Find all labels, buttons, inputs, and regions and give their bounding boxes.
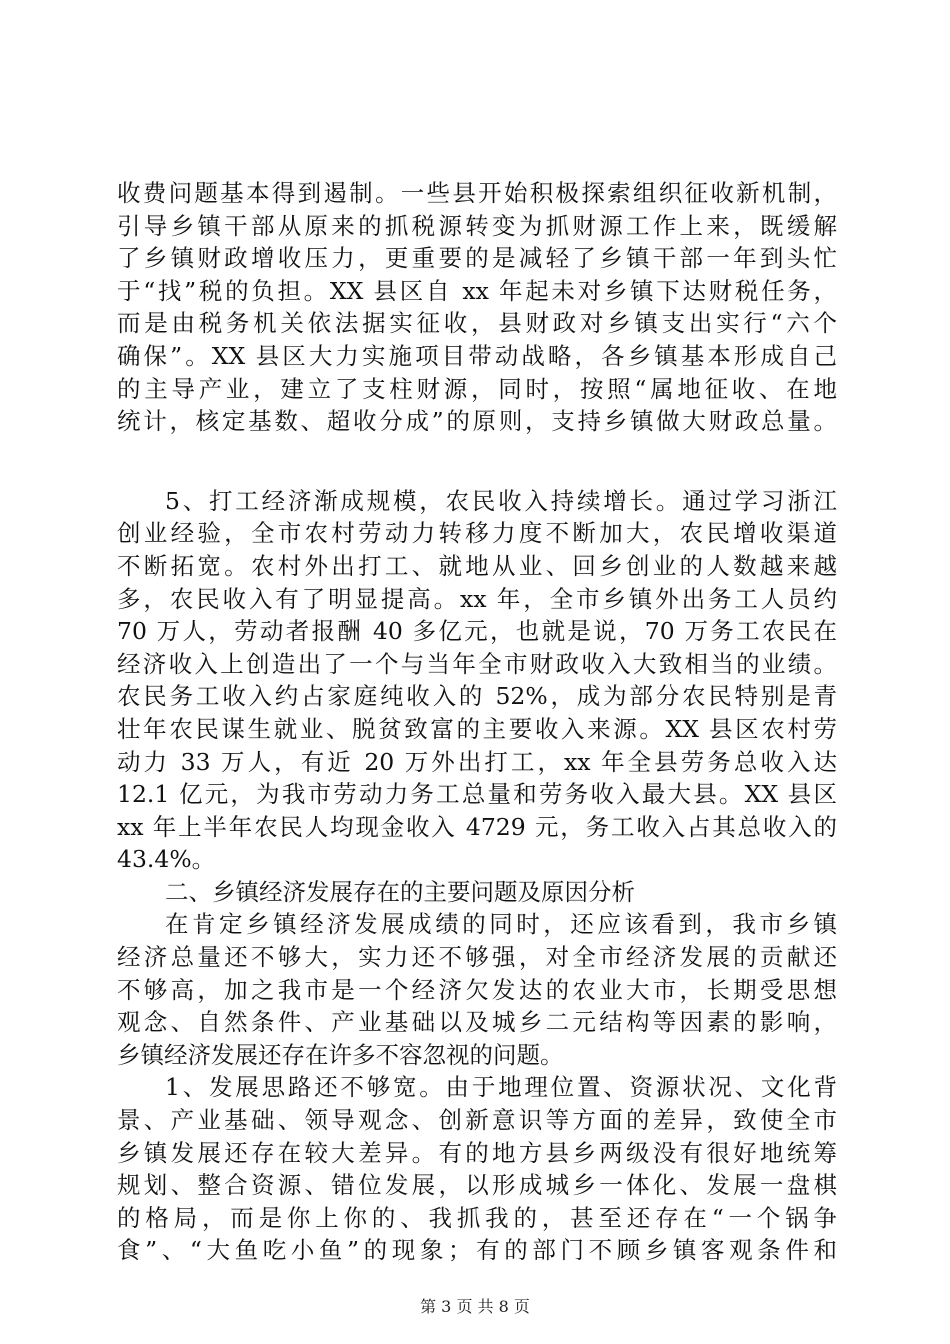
text-line: xx 年上半年农民人均现金收入 4729 元，务工收入占其总收入的	[117, 812, 837, 841]
text-line: 43.4%。	[117, 845, 216, 874]
text-line: 多，农民收入有了明显提高。xx 年，全市乡镇外出务工人员约	[117, 584, 837, 613]
text-line: 70 万人，劳动者报酬 40 多亿元，也就是说，70 万务工农民在	[117, 617, 837, 646]
text-line: 5、打工经济渐成规模，农民收入持续增长。通过学习浙江	[165, 486, 837, 515]
text-line: 了乡镇财政增收压力，更重要的是减轻了乡镇干部一年到头忙	[117, 244, 837, 273]
page-number-footer: 第 3 页 共 8 页	[420, 1297, 530, 1316]
text-line: 而是由税务机关依法据实征收，县财政对乡镇支出实行“六个	[117, 309, 837, 338]
text-line: 不够高，加之我市是一个经济欠发达的农业大市，长期受思想	[117, 975, 837, 1004]
text-line: 食”、“大鱼吃小鱼”的现象；有的部门不顾乡镇客观条件和	[117, 1236, 837, 1265]
text-line: 确保”。XX 县区大力实施项目带动战略，各乡镇基本形成自己	[117, 341, 837, 370]
text-line: 景、产业基础、领导观念、创新意识等方面的差异，致使全市	[117, 1106, 837, 1135]
text-line: 不断拓宽。农村外出打工、就地从业、回乡创业的人数越来越	[117, 551, 837, 580]
text-line: 统计，核定基数、超收分成”的原则，支持乡镇做大财政总量。	[117, 407, 837, 436]
text-line: 动力 33 万人，有近 20 万外出打工，xx 年全县劳务总收入达	[117, 747, 837, 776]
text-line: 壮年农民谋生就业、脱贫致富的主要收入来源。XX 县区农村劳	[117, 714, 837, 743]
text-line: 经济总量还不够大，实力还不够强，对全市经济发展的贡献还	[117, 943, 837, 972]
text-line: 的格局，而是你上你的、我抓我的，甚至还存在“一个锅争	[117, 1203, 837, 1232]
text-line: 在肯定乡镇经济发展成绩的同时，还应该看到，我市乡镇	[165, 910, 837, 939]
text-line: 创业经验，全市农村劳动力转移力度不断加大，农民增收渠道	[117, 519, 837, 548]
text-line: 乡镇发展还存在较大差异。有的地方县乡两级没有很好地统筹	[117, 1138, 837, 1167]
text-line: 引导乡镇干部从原来的抓税源转变为抓财源工作上来，既缓解	[117, 211, 837, 240]
paragraph-gap	[117, 438, 837, 485]
text-line: 于“找”税的负担。XX 县区自 xx 年起未对乡镇下达财税任务，	[117, 276, 837, 305]
text-line: 12.1 亿元，为我市劳动力务工总量和劳务收入最大县。XX 县区	[117, 780, 837, 809]
text-line: 乡镇经济发展还存在许多不容忽视的问题。	[117, 1040, 564, 1069]
text-line: 农民务工收入约占家庭纯收入的 52%，成为部分农民特别是青	[117, 682, 837, 711]
text-line: 1、发展思路还不够宽。由于地理位置、资源状况、文化背	[165, 1073, 837, 1102]
text-line: 经济收入上创造出了一个与当年全市财政收入大致相当的业绩。	[117, 649, 837, 678]
document-body	[117, 177, 837, 1267]
text-line: 的主导产业，建立了支柱财源，同时，按照“属地征收、在地	[117, 374, 837, 403]
text-line: 收费问题基本得到遏制。一些县开始积极探索组织征收新机制，	[117, 179, 837, 207]
text-line: 规划、整合资源、错位发展，以形成城乡一体化、发展一盘棋	[117, 1171, 837, 1200]
section-heading: 二、乡镇经济发展存在的主要问题及原因分析	[165, 877, 635, 906]
text-line: 观念、自然条件、产业基础以及城乡二元结构等因素的影响，	[117, 1008, 837, 1037]
